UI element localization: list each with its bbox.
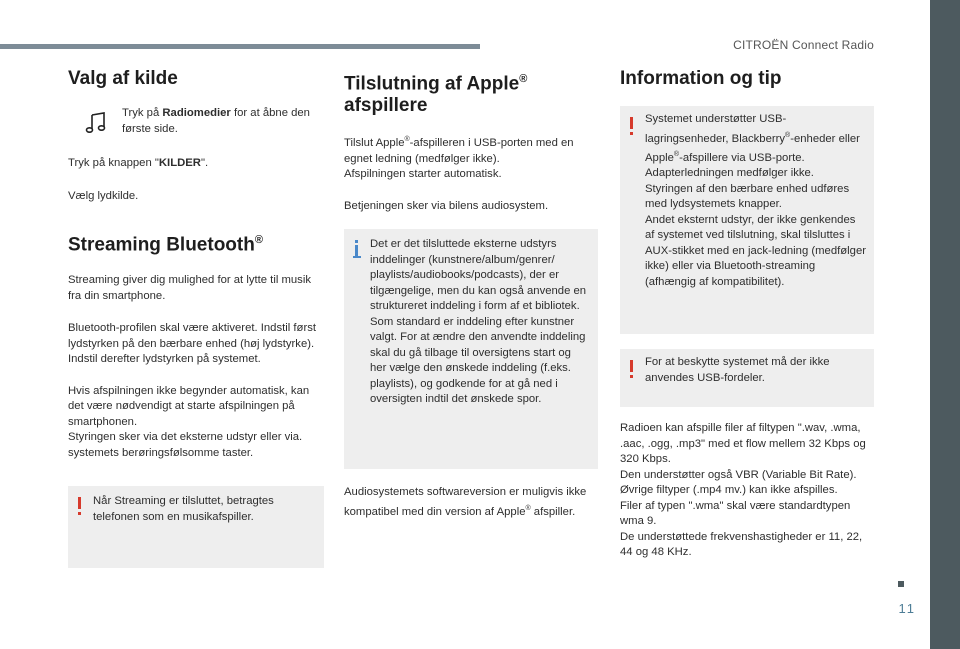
section-title-info: Information og tip: [620, 68, 782, 89]
apple-info-box: [344, 229, 598, 469]
apple-info-text: Det er det tilsluttede eksterne udstyrs inddelinger (kunstnere/album/genrer/ playlists/audiobooks/podcasts), der er tilgængelige, men du kan også anvende en struktureret inddeling i form af et bibliotek. Som standard er inddeling efter kunstner valgt. For at ændre den anvendte inddeling skal du gå tilbage til oversigtens start og her vælge den ønskede inddeling (f.eks. playlists), og godkende for at gå ned i oversigten indtil det ønskede spor.: [370, 238, 587, 406]
apple-paragraph-1: Tilslut Apple®-afspilleren i USB-porten med en egnet ledning (medfølger ikke). Afspilningen starter automatisk.: [344, 136, 574, 181]
column-source: [68, 60, 324, 568]
section-title-apple: Tilslutning af Apple® afspillere: [344, 73, 528, 117]
bt-paragraph-1: Streaming giver dig mulighed for at lytte til musik fra din smartphone.: [68, 274, 311, 302]
apple-paragraph-2: Betjeningen sker via bilens audiosystem.: [344, 199, 549, 212]
bt-paragraph-3: Hvis afspilningen ikke begynder automatisk, kan det være nødvendigt at starte afspilningen på smartphonen. Styringen sker via det eksterne udstyr eller via. systemets berøringsfølsomme taster.: [68, 384, 310, 459]
page-number: 11: [898, 601, 916, 616]
music-note-icon: [84, 111, 108, 135]
step-radiomedier: [68, 106, 324, 137]
step3-text: Vælg lydkilde.: [68, 189, 139, 202]
continued-marker: [898, 581, 904, 587]
info-paragraph: Radioen kan afspille filer af filtypen ".wav, .wma, .aac, .ogg, .mp3" med et flow mellem 32 Kbps og 320 Kbps. Den understøtter også VBR (Variable Bit Rate). Øvrige filtyper (.mp4 mv.) kan ikke afspilles. Filer af typen ".wma" skal være standardtypen wma 9. De understøttede frekvenshastigheder er 11, 22, 44 og 48 KHz.: [620, 422, 866, 558]
apple-paragraph-3: Audiosystemets softwareversion er muligvis ikke kompatibel med din version af Apple® afspiller.: [344, 486, 587, 518]
info-icon: [353, 240, 362, 258]
side-band: [930, 0, 960, 649]
info-warning-box-1: [620, 106, 874, 334]
info-warning-box-2: [620, 349, 874, 407]
warning-icon: [77, 497, 82, 515]
bt-paragraph-2: Bluetooth-profilen skal være aktiveret. Indstil først lydstyrken på den bærbare enhed (høj lydstyrke). Indstil derefter lydstyrken på systemet.: [68, 322, 317, 366]
step2-text: Tryk på knappen "KILDER".: [68, 157, 209, 169]
header-brand: CITROËN Connect Radio: [733, 38, 874, 52]
step1-text: Tryk på Radiomedier for at åbne den første side.: [122, 107, 310, 135]
column-apple: [344, 60, 598, 520]
info-warning-text-1: Systemet understøtter USB-lagringsenheder, Blackberry®-enheder eller Apple®-afspillere via USB-porte. Adapterledningen medfølger ikke. Styringen af den bærbare enhed udføres med lydsystemets knapper. Andet eksternt udstyr, der ikke genkendes af systemet ved tilslutning, skal tilsluttes i AUX-stikket med en jack-ledning (medfølger ikke) eller via Bluetooth-streaming (afhængig af kompatibilitet).: [645, 113, 867, 288]
bt-warning-box: [68, 486, 324, 568]
section-title-valg: Valg af kilde: [68, 68, 178, 89]
warning-icon: [629, 360, 634, 378]
info-warning-text-2: For at beskytte systemet må der ikke anvendes USB-fordeler.: [645, 356, 830, 384]
column-info: [620, 60, 874, 561]
section-title-bluetooth: Streaming Bluetooth®: [68, 234, 263, 256]
warning-icon: [629, 117, 634, 135]
top-rule: [0, 44, 480, 49]
bt-warning-text: Når Streaming er tilsluttet, betragtes telefonen som en musikafspiller.: [93, 495, 274, 523]
